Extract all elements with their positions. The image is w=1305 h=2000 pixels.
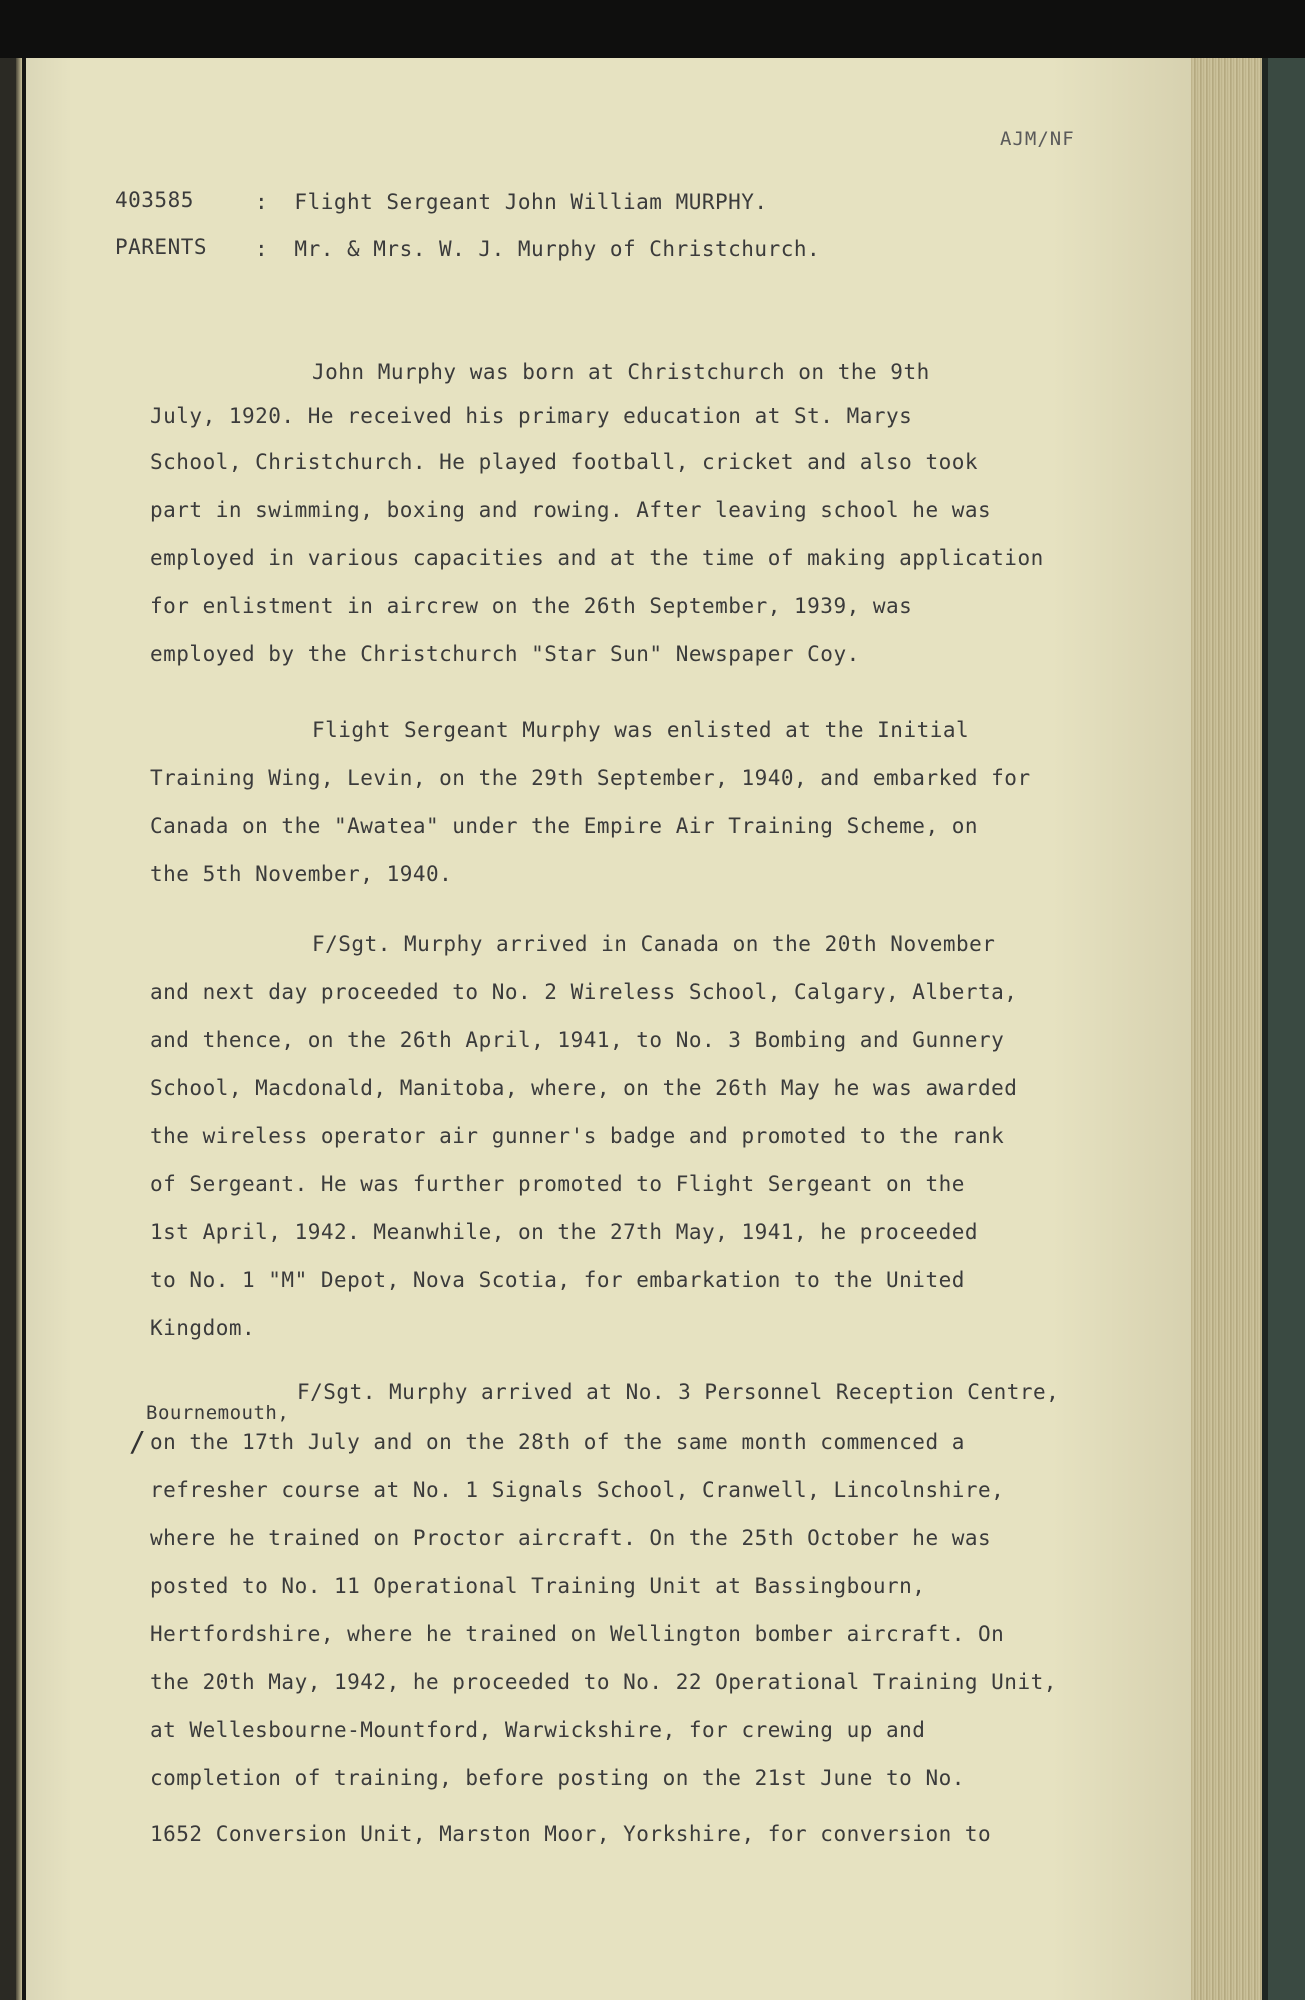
paragraph-line: School, Christchurch. He played football, cricket and also took (150, 450, 979, 474)
reference-code: AJM/NF (1000, 128, 1075, 150)
paragraph-line: where he trained on Proctor aircraft. On the 25th October he was (150, 1526, 992, 1550)
book-cover (1262, 58, 1305, 2000)
paragraph-line: posted to No. 11 Operational Training Unit at Bassingbourn, (150, 1574, 926, 1598)
paragraph-line: School, Macdonald, Manitoba, where, on the 26th May he was awarded (150, 1076, 1018, 1100)
paragraph-line: and thence, on the 26th April, 1941, to No. 3 Bombing and Gunnery (150, 1028, 1005, 1052)
parents-label: PARENTS (115, 235, 208, 259)
paragraph-line: 1652 Conversion Unit, Marston Moor, Yorkshire, for conversion to (150, 1822, 992, 1846)
subject-name: : Flight Sergeant John William MURPHY. (255, 190, 768, 214)
paragraph-line: Kingdom. (150, 1316, 256, 1340)
paragraph-line: and next day proceeded to No. 2 Wireless School, Calgary, Alberta, (150, 980, 1018, 1004)
paragraph-line: Canada on the "Awatea" under the Empire Air Training Scheme, on (150, 814, 979, 838)
service-number: 403585 (115, 188, 194, 212)
handwritten-insert: Bournemouth, (146, 1402, 290, 1424)
paragraph-line: for enlistment in aircrew on the 26th September, 1939, was (150, 594, 913, 618)
paragraph-line: the 5th November, 1940. (150, 862, 453, 886)
paragraph-line: employed in various capacities and at the time of making application (150, 546, 1044, 570)
cover-rim (1262, 58, 1268, 2000)
paragraph-line: completion of training, before posting on the 21st June to No. (150, 1766, 965, 1790)
paragraph-line: the wireless operator air gunner's badge and promoted to the rank (150, 1124, 1005, 1148)
paragraph-line: F/Sgt. Murphy arrived in Canada on the 20th November (312, 932, 996, 956)
paragraph-line: Training Wing, Levin, on the 29th September, 1940, and embarked for (150, 766, 1031, 790)
paragraph-line: Hertfordshire, where he trained on Wellington bomber aircraft. On (150, 1622, 1005, 1646)
scan-background-top (0, 0, 1305, 58)
parents-value: : Mr. & Mrs. W. J. Murphy of Christchurch. (255, 237, 821, 261)
paragraph-line: Flight Sergeant Murphy was enlisted at the Initial (312, 718, 970, 742)
paragraph-line: of Sergeant. He was further promoted to Flight Sergeant on the (150, 1172, 965, 1196)
paragraph-line: refresher course at No. 1 Signals School, Cranwell, Lincolnshire, (150, 1478, 1005, 1502)
paragraph-line: John Murphy was born at Christchurch on the 9th (312, 360, 930, 384)
insertion-mark: / (129, 1425, 146, 1458)
paragraph-line: to No. 1 "M" Depot, Nova Scotia, for embarkation to the United (150, 1268, 965, 1292)
paragraph-line: July, 1920. He received his primary education at St. Marys (150, 404, 913, 428)
paragraph-line: employed by the Christchurch "Star Sun" Newspaper Coy. (150, 642, 860, 666)
paragraph-line: at Wellesbourne-Mountford, Warwickshire, for crewing up and (150, 1718, 926, 1742)
paragraph-line: the 20th May, 1942, he proceeded to No. 22 Operational Training Unit, (150, 1670, 1057, 1694)
paragraph-line: part in swimming, boxing and rowing. After leaving school he was (150, 498, 992, 522)
previous-page-gutter (16, 58, 22, 2000)
paragraph-line: on the 17th July and on the 28th of the same month commenced a (150, 1430, 965, 1454)
paragraph-line: F/Sgt. Murphy arrived at No. 3 Personnel Reception Centre, (297, 1380, 1060, 1404)
previous-page-edge (0, 58, 22, 2000)
paragraph-line: 1st April, 1942. Meanwhile, on the 27th May, 1941, he proceeded (150, 1220, 979, 1244)
